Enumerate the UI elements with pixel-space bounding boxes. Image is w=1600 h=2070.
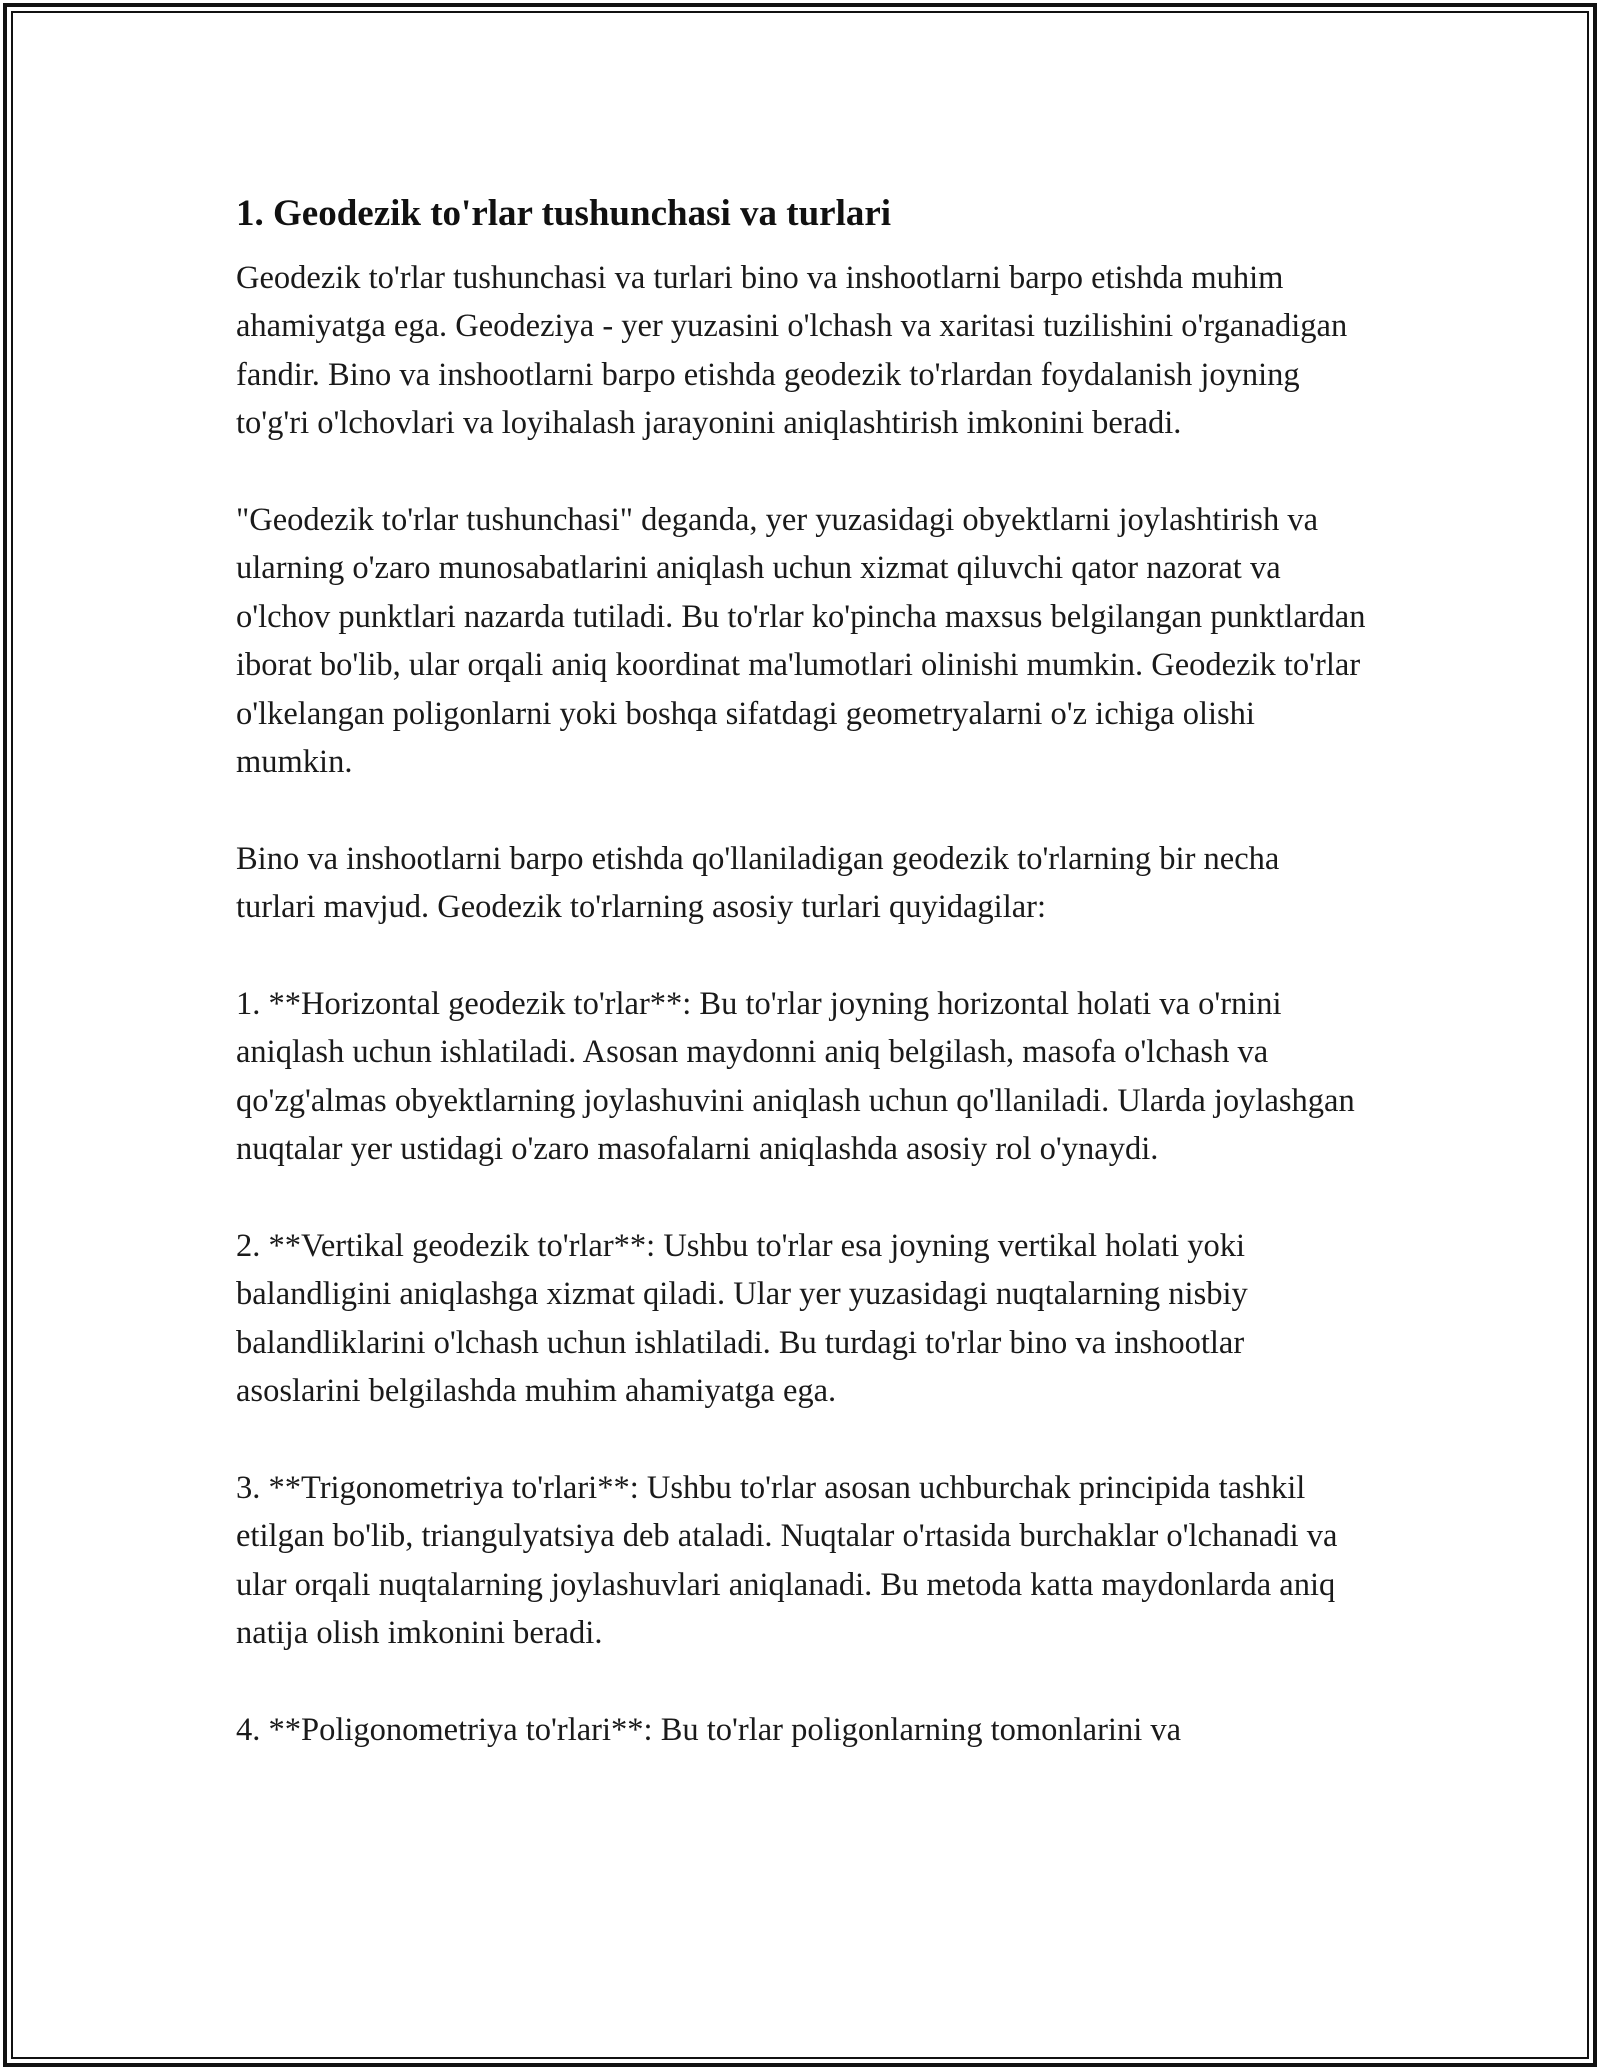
paragraph-types-intro: Bino va inshootlarni barpo etishda qo'llaniladigan geodezik to'rlarning bir necha turlari mavjud. Geodezik to'rlarning asosiy turlari quyidagilar: [236, 840, 1280, 926]
document-body [236, 186, 1366, 1755]
paragraph-polygonometry: 4. **Poligonometriya to'rlari**: Bu to'rlar poligonlarning tomonlarini va [236, 1712, 1182, 1749]
paragraph-definition: "Geodezik to'rlar tushunchasi" deganda, yer yuzasidagi obyektlarni joylashtirish va ularning o'zaro munosabatlarini aniqlash uchun xizmat qiluvchi qator nazorat va o'lchov punktlari nazarda tutiladi. Bu to'rlar ko'pincha maxsus belgilangan punktlardan iborat bo'lib, ular orqali aniq koordinat ma'lumotlari olinishi mumkin. Geodezik to'rlar o'lkelangan poligonlarni yoki boshqa sifatdagi geometryalarni o'z ichiga olishi mumkin. [236, 502, 1366, 781]
paragraph-horizontal: 1. **Horizontal geodezik to'rlar**: Bu to'rlar joyning horizontal holati va o'rnini aniqlash uchun ishlatiladi. Asosan maydonni aniq belgilash, masofa o'lchash va qo'zg'almas obyektlarning joylashuvini aniqlash uchun qo'llaniladi. Ularda joylashgan nuqtalar yer ustidagi o'zaro masofalarni aniqlashda asosiy rol o'ynaydi. [236, 986, 1355, 1168]
paragraph-trigonometry: 3. **Trigonometriya to'rlari**: Ushbu to'rlar asosan uchburchak principida tashkil etilgan bo'lib, triangulyatsiya deb ataladi. Nuqtalar o'rtasida burchaklar o'lchanadi va ular orqali nuqtalarning joylashuvlari aniqlanadi. Bu metoda katta maydonlarda aniq natija olish imkonini beradi. [236, 1470, 1338, 1652]
section-heading: 1. Geodezik to'rlar tushunchasi va turlari [236, 193, 892, 234]
paragraph-vertical: 2. **Vertikal geodezik to'rlar**: Ushbu to'rlar esa joyning vertikal holati yoki balandligini aniqlashga xizmat qiladi. Ular yer yuzasidagi nuqtalarning nisbiy balandliklarini o'lchash uchun ishlatiladi. Bu turdagi to'rlar bino va inshootlar asoslarini belgilashda muhim ahamiyatga ega. [236, 1228, 1248, 1410]
paragraph-intro: Geodezik to'rlar tushunchasi va turlari bino va inshootlarni barpo etishda muhim ahamiyatga ega. Geodeziya - yer yuzasini o'lchash va xaritasi tuzilishini o'rganadigan fandir. Bino va inshootlarni barpo etishda geodezik to'rlardan foydalanish joyning to'g'ri o'lchovlari va loyihalash jarayonini aniqlashtirish imkonini beradi. [236, 260, 1348, 442]
